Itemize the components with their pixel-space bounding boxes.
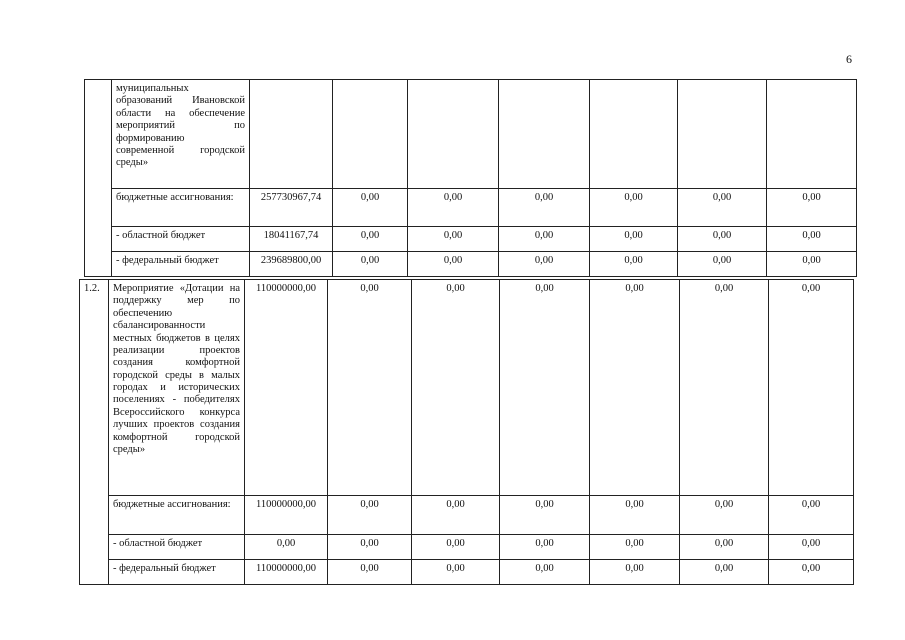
row-label: - федеральный бюджет — [109, 560, 245, 585]
row-label: бюджетные ассигнования: — [109, 496, 245, 535]
page-number: 6 — [846, 52, 852, 66]
year-value: 0,00 — [769, 280, 854, 496]
year-value: 0,00 — [500, 280, 590, 496]
federal-budget-row — [80, 560, 854, 585]
year-value: 0,00 — [328, 560, 412, 585]
federal-budget-row — [85, 252, 857, 277]
year-value: 0,00 — [333, 189, 408, 227]
year-value: 0,00 — [678, 252, 767, 277]
row-label: - областной бюджет — [112, 227, 250, 252]
year-value: 0,00 — [769, 535, 854, 560]
item-1-2-row — [80, 280, 854, 496]
year-value: 0,00 — [412, 280, 500, 496]
year-value: 0,00 — [500, 535, 590, 560]
year-value: 0,00 — [408, 227, 499, 252]
year-value: 0,00 — [412, 535, 500, 560]
year-value: 0,00 — [767, 189, 857, 227]
item-description: муниципальных образований Ивановской области на обеспечение мероприятий по формированию современной городской среды» — [112, 80, 250, 189]
year-cell — [499, 80, 590, 189]
total-value: 110000000,00 — [245, 496, 328, 535]
year-value: 0,00 — [333, 252, 408, 277]
year-value: 0,00 — [590, 252, 678, 277]
year-value: 0,00 — [680, 560, 769, 585]
year-value: 0,00 — [408, 252, 499, 277]
year-value: 0,00 — [769, 496, 854, 535]
year-value: 0,00 — [408, 189, 499, 227]
year-value: 0,00 — [333, 227, 408, 252]
year-value: 0,00 — [500, 496, 590, 535]
year-value: 0,00 — [678, 189, 767, 227]
item-number: 1.2. — [80, 280, 109, 585]
regional-budget-row — [80, 535, 854, 560]
year-value: 0,00 — [767, 252, 857, 277]
year-value: 0,00 — [680, 280, 769, 496]
total-value: 0,00 — [245, 535, 328, 560]
total-value: 239689800,00 — [250, 252, 333, 277]
year-value: 0,00 — [500, 560, 590, 585]
year-value: 0,00 — [590, 535, 680, 560]
index-cell — [85, 80, 112, 277]
row-label: - областной бюджет — [109, 535, 245, 560]
year-value: 0,00 — [769, 560, 854, 585]
total-value: 257730967,74 — [250, 189, 333, 227]
year-value: 0,00 — [412, 560, 500, 585]
year-value: 0,00 — [767, 227, 857, 252]
year-cell — [333, 80, 408, 189]
budget-allocations-row — [85, 189, 857, 227]
year-cell — [408, 80, 499, 189]
year-value: 0,00 — [328, 496, 412, 535]
total-value: 18041167,74 — [250, 227, 333, 252]
year-value: 0,00 — [590, 496, 680, 535]
row-label: бюджетные ассигнования: — [112, 189, 250, 227]
year-value: 0,00 — [678, 227, 767, 252]
year-value: 0,00 — [499, 189, 590, 227]
year-cell — [590, 80, 678, 189]
year-value: 0,00 — [499, 252, 590, 277]
year-value: 0,00 — [328, 280, 412, 496]
continued-item-row — [85, 80, 857, 189]
total-value: 110000000,00 — [245, 560, 328, 585]
year-value: 0,00 — [590, 280, 680, 496]
row-label: - федеральный бюджет — [112, 252, 250, 277]
year-cell — [678, 80, 767, 189]
budget-allocations-row — [80, 496, 854, 535]
year-value: 0,00 — [590, 189, 678, 227]
year-value: 0,00 — [680, 535, 769, 560]
total-value: 110000000,00 — [245, 280, 328, 496]
year-value: 0,00 — [412, 496, 500, 535]
year-value: 0,00 — [499, 227, 590, 252]
item-title: Мероприятие «Дотации на поддержку мер по обеспечению сбалансированности местных бюджетов в целях реализации проектов создания комфортной городской среды в малых городах и исторических поселениях - победителях Всероссийского конкурса лучших проектов создания комфортной городской среды» — [109, 280, 245, 496]
year-value: 0,00 — [680, 496, 769, 535]
year-value: 0,00 — [328, 535, 412, 560]
year-value: 0,00 — [590, 560, 680, 585]
year-cell — [767, 80, 857, 189]
budget-table-item-1-2 — [79, 279, 854, 585]
total-cell — [250, 80, 333, 189]
budget-table-continued — [84, 79, 857, 277]
regional-budget-row — [85, 227, 857, 252]
year-value: 0,00 — [590, 227, 678, 252]
